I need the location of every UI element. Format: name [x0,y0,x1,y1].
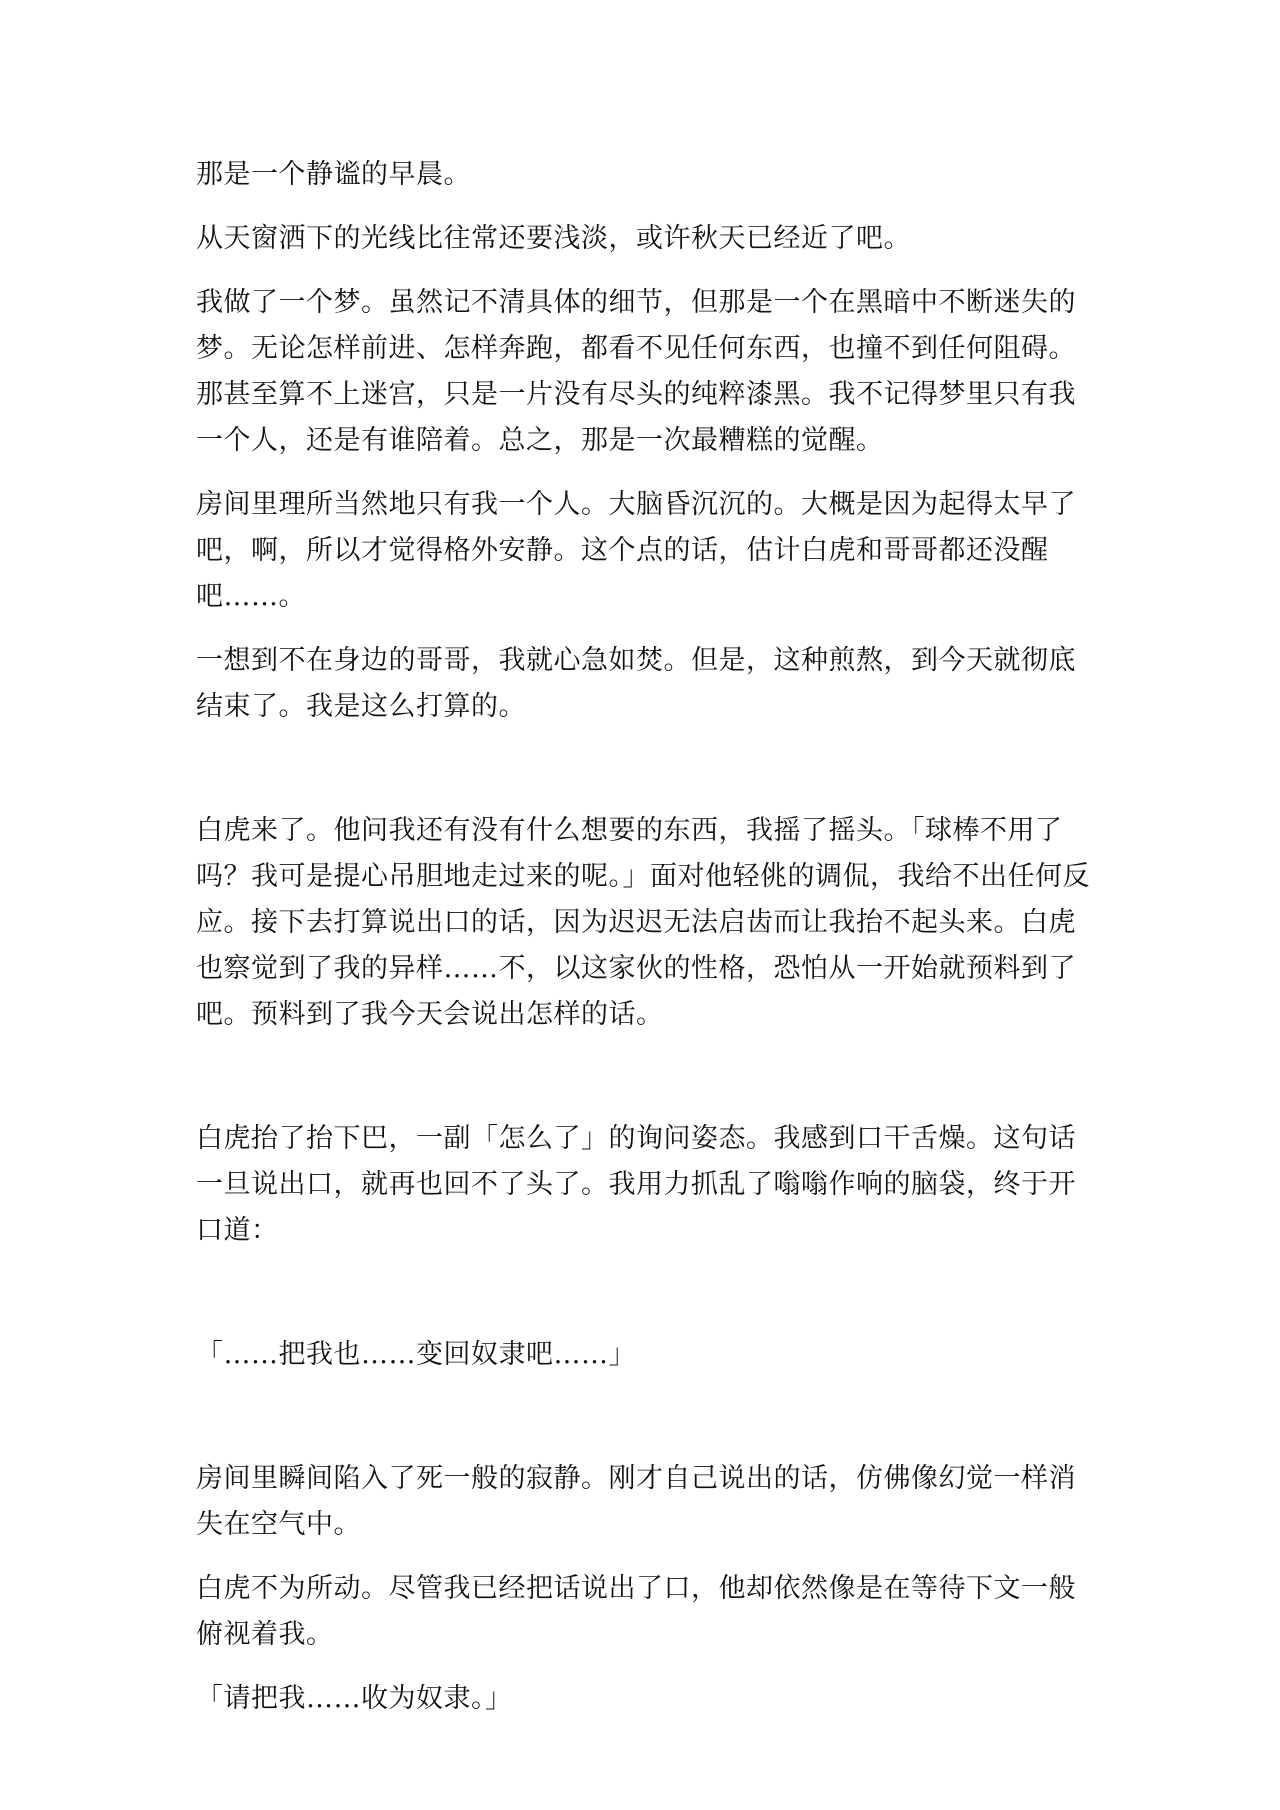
paragraph-6: 白虎来了。他问我还有没有什么想要的东西，我摇了摇头。「球棒不用了吗？我可是提心吊胆地走过来的呢。」面对他轻佻的调侃，我给不出任何反应。接下去打算说出口的话，因为迟迟无法启齿而让我抬不起头来。白虎也察觉到了我的异样……不，以这家伙的性格，恐怕从一开始就预料到了吧。预料到了我今天会说出怎样的话。 [196,815,1090,1030]
paragraph-9: 白虎不为所动。尽管我已经把话说出了口，他却依然像是在等待下文一般俯视着我。 [196,1573,1076,1650]
paragraph-2: 从天窗洒下的光线比往常还要浅淡，或许秋天已经近了吧。 [196,223,911,254]
paragraph-7: 白虎抬了抬下巴，一副「怎么了」的询问姿态。我感到口干舌燥。这句话一旦说出口，就再也回不了头了。我用力抓乱了嗡嗡作响的脑袋，终于开口道： [196,1123,1076,1246]
paragraph-3: 我做了一个梦。虽然记不清具体的细节，但那是一个在黑暗中不断迷失的梦。无论怎样前进、怎样奔跑，都看不见任何东西，也撞不到任何阻碍。那甚至算不上迷宫，只是一片没有尽头的纯粹漆黑。我不记得梦里只有我一个人，还是有谁陪着。总之，那是一次最糟糕的觉醒。 [196,287,1076,456]
paragraph-4: 房间里理所当然地只有我一个人。大脑昏沉沉的。大概是因为起得太早了吧，啊，所以才觉得格外安静。这个点的话，估计白虎和哥哥都还没醒吧……。 [196,489,1076,612]
dialogue-line-2: 「请把我……收为奴隶。」 [196,1683,513,1714]
dialogue-line-1: 「……把我也……变回奴隶吧……」 [196,1339,636,1370]
paragraph-1: 那是一个静谧的早晨。 [196,159,471,190]
paragraph-8: 房间里瞬间陷入了死一般的寂静。刚才自己说出的话，仿佛像幻觉一样消失在空气中。 [196,1463,1076,1540]
paragraph-5: 一想到不在身边的哥哥，我就心急如焚。但是，这种煎熬，到今天就彻底结束了。我是这么打算的。 [196,645,1076,722]
document-body [196,152,1098,1722]
